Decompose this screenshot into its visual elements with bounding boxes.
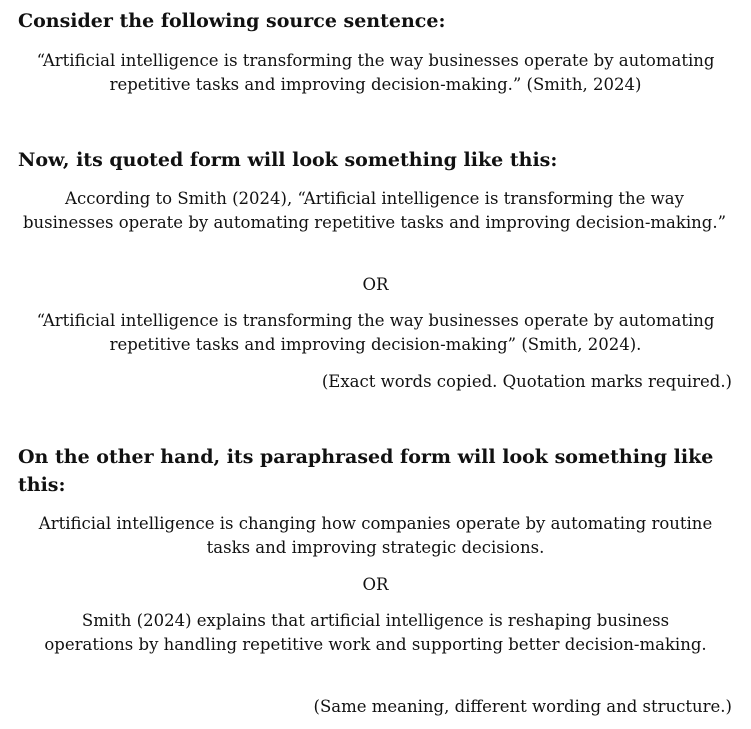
quoted-heading: Now, its quoted form will look something like this: (18, 149, 558, 171)
paraphrased-example-1: Artificial intelligence is changing how companies operate by automating routine tasks and improving strategic decisions. (38, 514, 713, 557)
quoted-example-2: “Artificial intelligence is transforming the way businesses operate by automating repetitive tasks and improving decision-making” (Smith, 2024). (36, 311, 715, 354)
paraphrased-example-2: Smith (2024) explains that artificial intelligence is reshaping business operations by handling repetitive work and supporting better decision-making. (44, 611, 707, 654)
source-sentence: “Artificial intelligence is transforming the way businesses operate by automating repetitive tasks and improving decision-making.” (Smith, 2024) (36, 51, 715, 94)
paraphrased-note: (Same meaning, different wording and structure.) (313, 697, 732, 716)
paraphrased-or-separator: OR (362, 575, 389, 594)
quoted-or-separator: OR (362, 275, 389, 294)
paraphrased-heading: On the other hand, its paraphrased form will look something like this: (18, 446, 714, 496)
quoted-note: (Exact words copied. Quotation marks required.) (321, 372, 732, 391)
quoted-example-1: According to Smith (2024), “Artificial intelligence is transforming the way businesses operate by automating repetitive tasks and improving decision-making.” (22, 189, 727, 232)
source-heading: Consider the following source sentence: (18, 10, 446, 32)
